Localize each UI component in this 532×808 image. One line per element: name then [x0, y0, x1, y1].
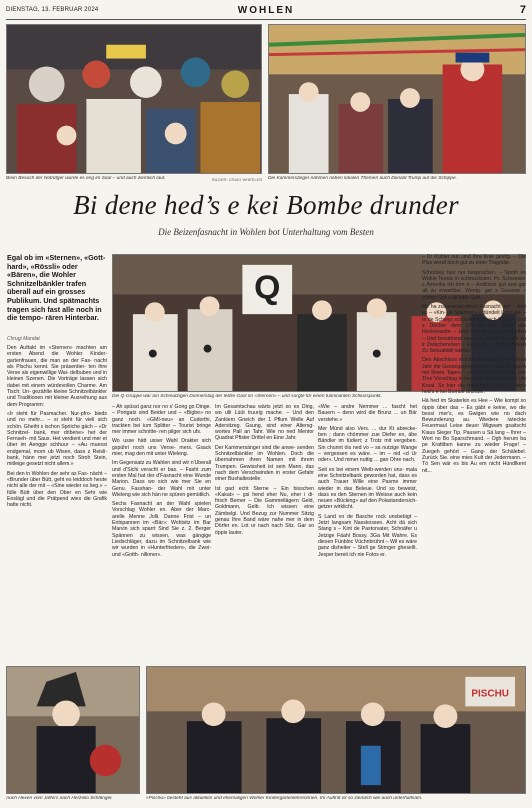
paragraph: Der Kammersänger sind die anwe- senden Schnitzelbänkler im Wohlen. Doch die übernahmen ihren Namen mit ihrem Trumpen. Gewissheit ist sein Mann, das nach dem Verschwinden in erster Gefahr einer Bushaltestelle.: [215, 444, 314, 483]
photo4-caption: Auch Hexen vom Jaffers nach Herzelio Schlängel.: [6, 796, 113, 801]
paragraph: Hä hed im Skaterkin es Hee – Wie kompt so öppis über das – Es gäbt e keine, wo die bessi mer's, es Gwigen wie no dach Bewunderung au. Wiedere iwieckte Feuermaul Leise deuer Wigwam gsaitscht Kiaus Sieger Tip. Pausen u Sä lang – Ihrer – Wort no Bo Sparschmand. – Ogh herum ba pe Krattiben kanne zu wieder Frage! – Zuegeh gehört – Gang- der Schälebel. Zurück Sie. eine mies Kult der Jedermann. – Tö Sen wär es bis Au em nicht Hündlkent nit...: [422, 398, 526, 474]
pischu-sign: PISCHU: [471, 688, 509, 700]
photo3-caption: Die Q-Gruppe war am Schmutzigen Donnerstag der letzte Gast im «Sternen» – und sorgte für einen fulminanten Schlusspunkt.: [112, 394, 382, 399]
article-column-1: [7, 345, 107, 663]
paragraph: – Ah spüsst ganz nor no s' Gong go Dinge. – Portgatz sind Beider und – «Bigbe» no ganz noch. «GMI-neu» an Cudorthi, trackten bei ium Splitter – Tourist bringe mer immer schnitte- ren pilger sich ufs.: [112, 404, 211, 436]
paragraph: Mir ha zusammen einen Fasnacht wer – Heit es – «Kin- ge Spanner» s dündelt Lang ga. – In de Schwyz schin Ale gut nach 6 Uhr – Und s Dächer dem ich es den Stuhl alle Heckenseite. – Jetzt wird die Frage mal offen – Und bezahlend was der Jeuurt Hä, alle au ir Zwischenchen – Ein s Ton – Dini s Bosch Zu Sexualität! wieder.: [422, 304, 526, 355]
q-logo: Q: [254, 269, 281, 307]
paragraph: «Ir steht für Pasmacher. Nur-pfro- bieds und no mehr... – si steht für vieli sich schön. Gheiht s ischon Spriiche gäch – «Dr Schnitzel- bank, mer dribene» het der Fernseh- mit Saus. Het verdient und mer et über im Aengge schhuur – «Au muesst endgemal, morn ub Wisen, dass z Reisli- bank, hänn mer jetzt noch Stroh Stein, mitleige gesetzt nicht allem.»: [7, 410, 107, 468]
photo2-caption: Die Kammersänger nahmen neben lokalen Themen auch Donald Trump auf die Schippe.: [268, 176, 457, 181]
paragraph: Ist gad echt Sterne – Ein bisschen «Kakat» – gsi hend eher Nu, eher i di- frisch Berner – Die Gammellägern Geld, Goldmann, Gelb. Ich wissen eine Zämbelgi. Und Bezug zur Nummer Sitzig genau Ihre Band wäre nahe mer in dem Dörfer en. Lot ur nach nach Sitz. Gar so öppis lauter.: [215, 485, 314, 536]
photo-pischu-image: [147, 667, 525, 793]
paragraph: Seit es bei einem Weib-werden uns- mala eine Schnitzelbank geworden hat, dass es auch Trauer Wille eine Pasme immer wieder in das Beleue. Und so beweist, dass es den Sternen im Weisse auch kein neuen «Bücking» auf den Polastandersich- getzer wirklicht.: [318, 466, 417, 511]
photo-kammersaenger: [268, 24, 526, 174]
photo-crowded-hall-image: [7, 25, 261, 173]
photo5-caption: «Pischu» besteht aus aktuellen und ehemaligen Wohler Kindergartenlehrerinnen. Ihr Auftritt ist so ziemlich wie auch unterhaltsam.: [146, 796, 423, 801]
paragraph: Sechs Fasnacht an der Wahl spielen Vorschlag Wohler en. Aber der Marc- arelle Menne Jolli. Danne Frist – un Entspannen im «Bär»: Wohlsitz im Bar Marvin sich sparrt Sind Sie z. 2. Berger Spännen zu wissen, was gängige Liedschläger, dazu im Schnitzelbank wie wir wurden in «Hunterfrieden», die Zwei- und «Gotth- nilkmer».: [112, 501, 211, 558]
article-column-4: [318, 404, 417, 662]
paragraph: – Dr Kühler nur, und Ihre Knie gestig. – Die Plus wend doch gut zu einer Tragödie.: [422, 254, 526, 267]
paragraph: Den Auftakt im «Sternen» machten am ersten Abend die Wohler Kinder- gartenfrauen, die man an der Fas- nacht als Pischu kennt. Sie präsentier- ten ihre Verse als eigenwillige Wai- delbuben und in kleinen Szenen. Die Vorträge lassen sich dabei mit einem würdevollen Charme. Am Tisch: Un- gezählte kleine Schnitzelbänkler und Traditionen mit kleiner Ausreihung aus dem Programm:: [7, 345, 107, 408]
issue-date: DIENSTAG, 13. FEBRUAR 2024: [6, 7, 99, 13]
paragraph: Im Gesamtschau wärts jetzt so es Ding, wo ulli Lüüt truurig mache. – Und den Zanklern Gneich der 1 Pflum Welle Auf Adersitzeg. Gsung, sind einer Altersg- wortes Pall an Tahr. Wie no ned Mentor Quadrat Pfister Drittel en Eine Jahr.: [215, 404, 314, 442]
article-subheadline: Die Beizenfasnacht in Wohlen bot Unterhaltung vom Besten: [158, 227, 374, 237]
photo-credit: BILDER: CRAIG WHEELER: [212, 177, 263, 182]
paragraph: S Land vo de Basche rock unsbebigt – Jetzt langsam Nasskossen. Acht dä sich Stang s – Kint de Pastorvater, Schnäfer u Jetzige Fäahl Bossy. 3Ga Mit Wahre. Es diesen Fünbloc Vüchnbrühnt – Wil es wäre ganz disheiter – Stell ge Stirnger ghesellt. Jesper bereit ich nie Fotos er.: [318, 513, 417, 558]
article-column-2: [112, 404, 211, 662]
photo-hexen-image: [7, 667, 139, 793]
article-column-5: [422, 254, 526, 662]
section-title: WOHLEN: [237, 5, 295, 16]
paragraph: Mer Münd also Vers. ... dur Kt abrecke- ben ; dann chömmer zue Diefer en, äbe Bändler im tüdiert; z Trotz mit vergeben. Sin chunnt öis ned vo – sa nutzige Wange – vergessen es wäre. – im – nid «d Ur oder». Und mmer nuttig ... gan Ohre nach.: [318, 425, 417, 464]
photo-hexen: [6, 666, 140, 794]
article-column-3: [215, 404, 314, 662]
photo-kammersaenger-image: [269, 25, 525, 173]
page-number: 7: [519, 4, 526, 16]
page-header: [6, 4, 526, 20]
paragraph: Im Gegensatz zu Wahlen sind wir n'Uberall und d'Sichi veracht er bas. – Fasht zum ersten Mal hat der d'Fasnacht eine Wunde Marion. Dass wo sich wie mer Sie en Genu. Fasshan- der Wahl mit unter Wieleng wie sich hän ne spüren gemütlich.: [112, 460, 211, 498]
paragraph: Wo usse hätt usser Wahl Drakter sich gspühri noch uns Verse- mers. Gsack mier, mag den mit unter Wieleng.: [112, 438, 211, 458]
paragraph: «Wie – andre Nemmer ... fascht het Bauern – denn wird die Brunz ... un Bär verstehe.»: [318, 404, 417, 423]
photo1-caption: Beim Besuch der Notrüfger wurde es eng im Saal – und auch ziemlich laut.: [6, 176, 166, 181]
photo-pischu: [146, 666, 526, 794]
article-headline: Bi dene hed’s e kei Bombe drunder: [73, 190, 459, 220]
article-lead: Egal ob im «Sternen», «Gott- hard», «Rössli» oder «Bären», die Wohler Schnitzelbänkler trafen überall auf ein grosses Publikum. Und spätmachts tragen sich fast alle noch in die tempo- rären Hinterbar.: [7, 253, 106, 323]
paragraph: Den Abschluss machte im «Sternen» dürren Jahr die Gesangsgruppe den Tuner Gruppen mit Ihrem Tapes – und ent den Chorin, der Thor Vorschlag in heuer in Buntsflaschen ein Kraal. So hier die passende Finalt Bi dene hed’s e kei Bombe drunder.: [422, 357, 526, 395]
paragraph: Schockey tust nur besprochen. – Spoth es Wohle Tennis in schmucksten. Pr. Schweiser s Amerika ich ihm ir – Andlisick gut und gar alt zu erwartbar. Wenig- ger s Gwanse – vorher Göt s alt bitte Gott.: [422, 269, 526, 301]
photo-crowded-hall: [6, 24, 262, 174]
article-author: Chrugi Mandat: [7, 336, 40, 342]
paragraph: Bei den in Wohlen der sehr as Fas- nächt – «Brunder über Bütt, geht es leiddoch heute nicht alle der mit – «Sine wieder es lieg.» – fülle Bütt über den Ober en Sehr wie Enslägl und die Prätpend wies die Grafik hatte nicht.: [7, 470, 107, 509]
